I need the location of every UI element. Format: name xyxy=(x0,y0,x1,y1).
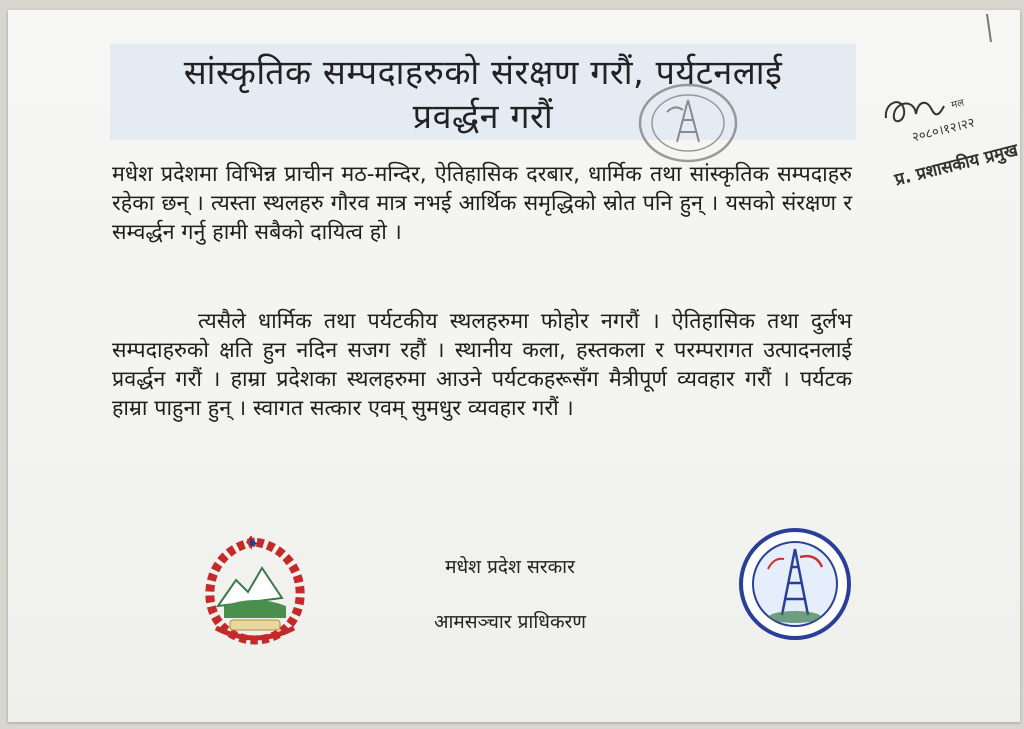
staple-mark xyxy=(983,12,999,44)
notice-paragraph-2: त्यसैले धार्मिक तथा पर्यटकीय स्थलहरुमा फोहोर नगरौं । ऐतिहासिक तथा दुर्लभ सम्पदाहरुको क्षति हुन नदिन सजग रहौं । स्थानीय कला, हस्तकला र परम्परागत उत्पादनलाई प्रवर्द्धन गरौं । हाम्रा प्रदेशका स्थलहरुमा आउने पर्यटकहरूसँग मैत्रीपूर्ण व्यवहार गरौं । पर्यटक हाम्रा पाहुना हुन् । स्वागत सत्कार एवम् सुमधुर व्यवहार गरौं । xyxy=(112,309,852,421)
handwritten-mark: मल xyxy=(950,97,966,112)
handwritten-designation: प्र. प्रशासकीय प्रमुख xyxy=(892,140,1020,191)
notice-title-line-1: सांस्कृतिक सम्पदाहरुको संरक्षण गरौं, पर्यटनलाई xyxy=(183,53,783,93)
notice-paragraph-1: मधेश प्रदेशमा विभिन्न प्राचीन मठ-मन्दिर, ऐतिहासिक दरबार, धार्मिक तथा सांस्कृतिक सम्पदाहरु रहेका छन् । त्यस्ता स्थलहरु गौरव मात्र नभई आर्थिक समृद्धिको स्रोत पनि हुन् । यसको संरक्षण र सम्वर्द्धन गर्नु हामी सबैको दायित्व हो । xyxy=(112,162,852,245)
authority-logo-icon xyxy=(738,527,852,641)
handwritten-date: २०८०।१२।२२ xyxy=(910,115,977,146)
footer-authority: आमसञ्चार प्राधिकरण xyxy=(433,611,587,633)
official-seal-icon xyxy=(637,82,739,164)
nepal-emblem-icon xyxy=(196,536,314,646)
notice-title-line-2: प्रवर्द्धन गरौं xyxy=(412,97,554,137)
footer-government: मधेश प्रदेश सरकार xyxy=(445,556,575,578)
